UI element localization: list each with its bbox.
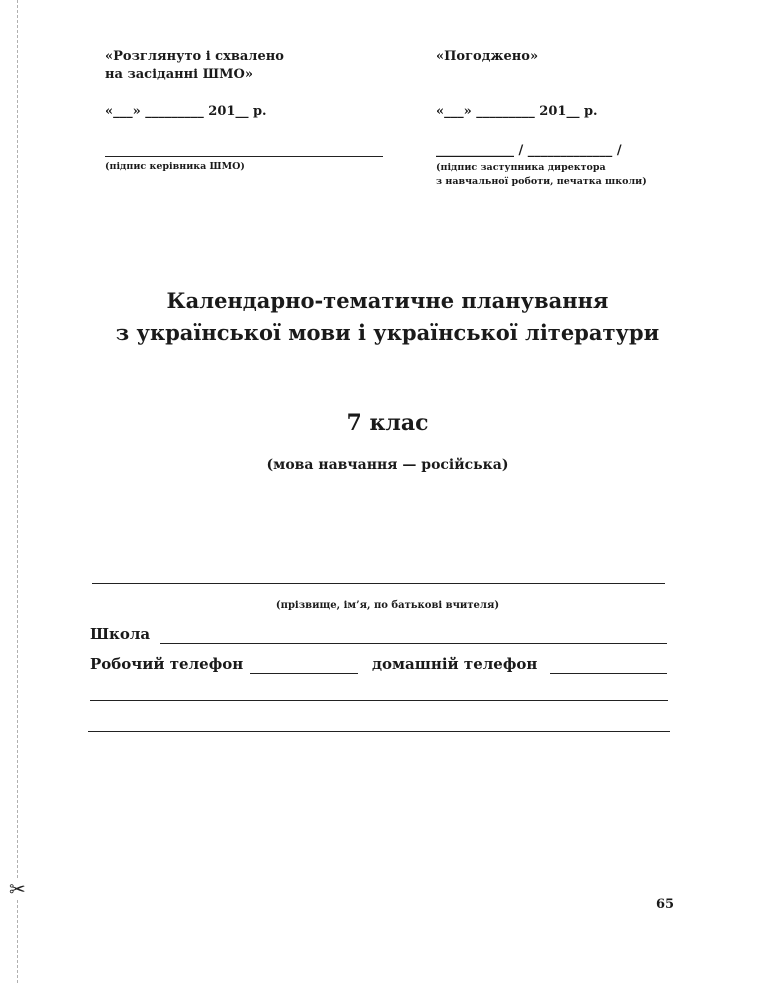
work-phone-line: [250, 673, 358, 674]
agreed-heading: «Погоджено»: [436, 49, 539, 64]
title-line-2: з української мови і української літератури: [115, 320, 660, 345]
document-title: [0, 285, 775, 349]
title-line-1: Календарно-тематичне планування: [166, 288, 609, 313]
right-signature-line: ____________ / _____________ /: [436, 143, 622, 158]
work-phone-label: Робочий телефон: [90, 655, 244, 673]
right-caption-line-2: з навчальної роботи, печатка школи): [436, 176, 647, 187]
scissors-icon: ✂: [9, 877, 26, 901]
page-number: 65: [656, 897, 675, 912]
language-note: (мова навчання — російська): [266, 457, 509, 473]
right-date-line: «___» _________ 201__ р.: [436, 104, 598, 119]
right-caption-line-1: (підпис заступника директора: [436, 162, 606, 173]
approval-line-2: на засіданні ШМО»: [105, 67, 253, 82]
teacher-name-caption: (прізвище, ім’я, по батькові вчителя): [275, 600, 500, 611]
school-label: Школа: [90, 625, 151, 643]
grade-heading: 7 клас: [346, 410, 429, 436]
extra-line-1: [90, 700, 668, 701]
approval-block-left: [105, 48, 284, 84]
left-date-line: «___» _________ 201__ р.: [105, 104, 267, 119]
cut-line: [17, 0, 18, 983]
right-signature-caption: [436, 161, 647, 189]
approval-line-1: «Розглянуто і схвалено: [105, 49, 284, 64]
teacher-name-line: [92, 583, 665, 584]
left-signature-line: [105, 156, 383, 157]
home-phone-label: домашній телефон: [372, 655, 538, 673]
left-signature-caption: (підпис керівника ШМО): [105, 161, 245, 172]
school-field-line: [160, 643, 667, 644]
extra-line-2: [88, 731, 670, 732]
home-phone-line: [550, 673, 667, 674]
